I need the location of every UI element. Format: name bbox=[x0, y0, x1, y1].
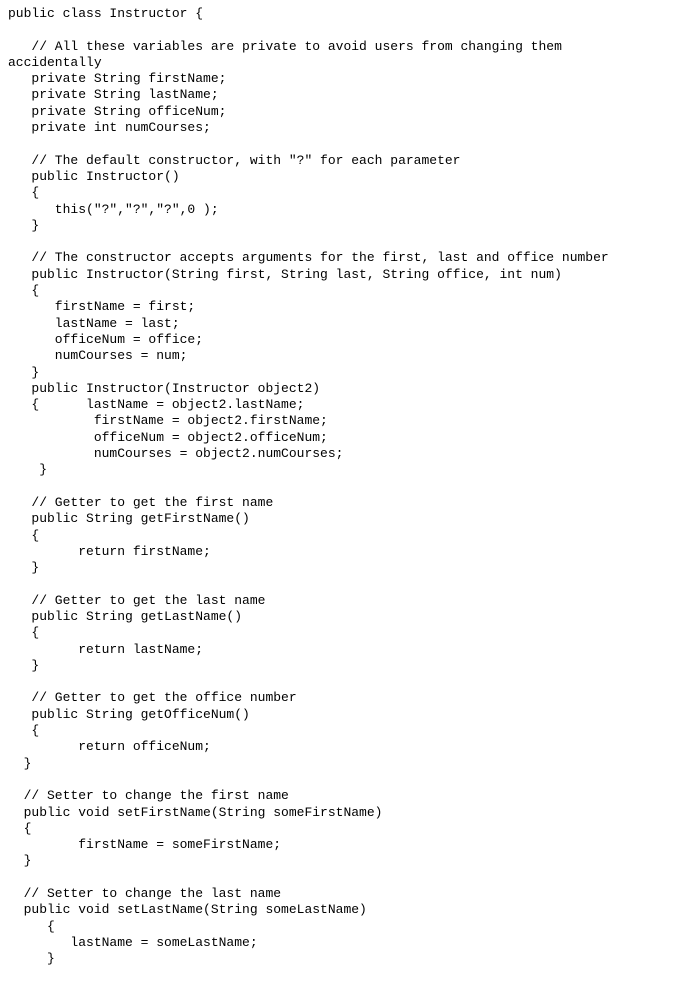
code-line: } bbox=[8, 853, 32, 869]
code-line bbox=[8, 772, 676, 788]
code-line: accidentally bbox=[8, 54, 102, 70]
code-line: public class Instructor { bbox=[8, 6, 204, 21]
code-line: { bbox=[8, 723, 40, 739]
code-listing bbox=[8, 6, 676, 968]
code-line: } bbox=[8, 462, 48, 478]
code-line: public String getFirstName() bbox=[8, 511, 250, 527]
code-line: { bbox=[8, 283, 40, 299]
code-line: // Getter to get the last name bbox=[8, 592, 266, 608]
code-line: officeNum = office; bbox=[8, 331, 204, 347]
code-line: return lastName; bbox=[8, 641, 204, 657]
code-line: } bbox=[8, 217, 40, 233]
code-line: public Instructor(Instructor object2) bbox=[8, 380, 321, 396]
code-line: firstName = object2.firstName; bbox=[8, 413, 328, 429]
code-line: } bbox=[8, 657, 40, 673]
code-line: // Getter to get the first name bbox=[8, 494, 274, 510]
code-line bbox=[8, 576, 676, 592]
code-line: } bbox=[8, 364, 40, 380]
code-line: private int numCourses; bbox=[8, 120, 211, 136]
code-line: // The default constructor, with "?" for each parameter bbox=[8, 152, 461, 168]
code-line: this("?","?","?",0 ); bbox=[8, 201, 219, 217]
code-line bbox=[8, 479, 676, 495]
code-line: { lastName = object2.lastName; bbox=[8, 397, 305, 413]
code-line: } bbox=[8, 560, 40, 576]
code-line: lastName = last; bbox=[8, 315, 180, 331]
code-line: { bbox=[8, 820, 32, 836]
code-line: private String firstName; bbox=[8, 71, 227, 87]
code-line: firstName = someFirstName; bbox=[8, 837, 282, 853]
code-line bbox=[8, 870, 676, 886]
code-line: public String getLastName() bbox=[8, 608, 243, 624]
code-line: // Setter to change the last name bbox=[8, 886, 282, 902]
code-line: numCourses = num; bbox=[8, 348, 188, 364]
code-line: numCourses = object2.numCourses; bbox=[8, 446, 344, 462]
code-line: { bbox=[8, 185, 40, 201]
code-line bbox=[8, 136, 676, 152]
code-line: return firstName; bbox=[8, 543, 211, 559]
code-line: private String officeNum; bbox=[8, 103, 227, 119]
code-line bbox=[8, 674, 676, 690]
code-line: } bbox=[8, 951, 55, 967]
code-line bbox=[8, 22, 676, 38]
code-line bbox=[8, 234, 676, 250]
code-line: officeNum = object2.officeNum; bbox=[8, 429, 328, 445]
code-line: // The constructor accepts arguments for the first, last and office number bbox=[8, 250, 609, 266]
code-line: // Setter to change the first name bbox=[8, 788, 289, 804]
code-line: firstName = first; bbox=[8, 299, 196, 315]
code-line: { bbox=[8, 625, 40, 641]
code-line: // All these variables are private to avoid users from changing them bbox=[8, 38, 562, 54]
code-line: public void setFirstName(String someFirstName) bbox=[8, 804, 383, 820]
code-line: public Instructor(String first, String last, String office, int num) bbox=[8, 266, 562, 282]
code-line: } bbox=[8, 755, 32, 771]
code-line: public Instructor() bbox=[8, 168, 180, 184]
code-line: private String lastName; bbox=[8, 87, 219, 103]
code-line: public String getOfficeNum() bbox=[8, 706, 250, 722]
code-line: public void setLastName(String someLastName) bbox=[8, 902, 367, 918]
code-line: return officeNum; bbox=[8, 739, 211, 755]
code-line: { bbox=[8, 918, 55, 934]
code-line: // Getter to get the office number bbox=[8, 690, 297, 706]
code-line: { bbox=[8, 527, 40, 543]
code-line: lastName = someLastName; bbox=[8, 934, 258, 950]
